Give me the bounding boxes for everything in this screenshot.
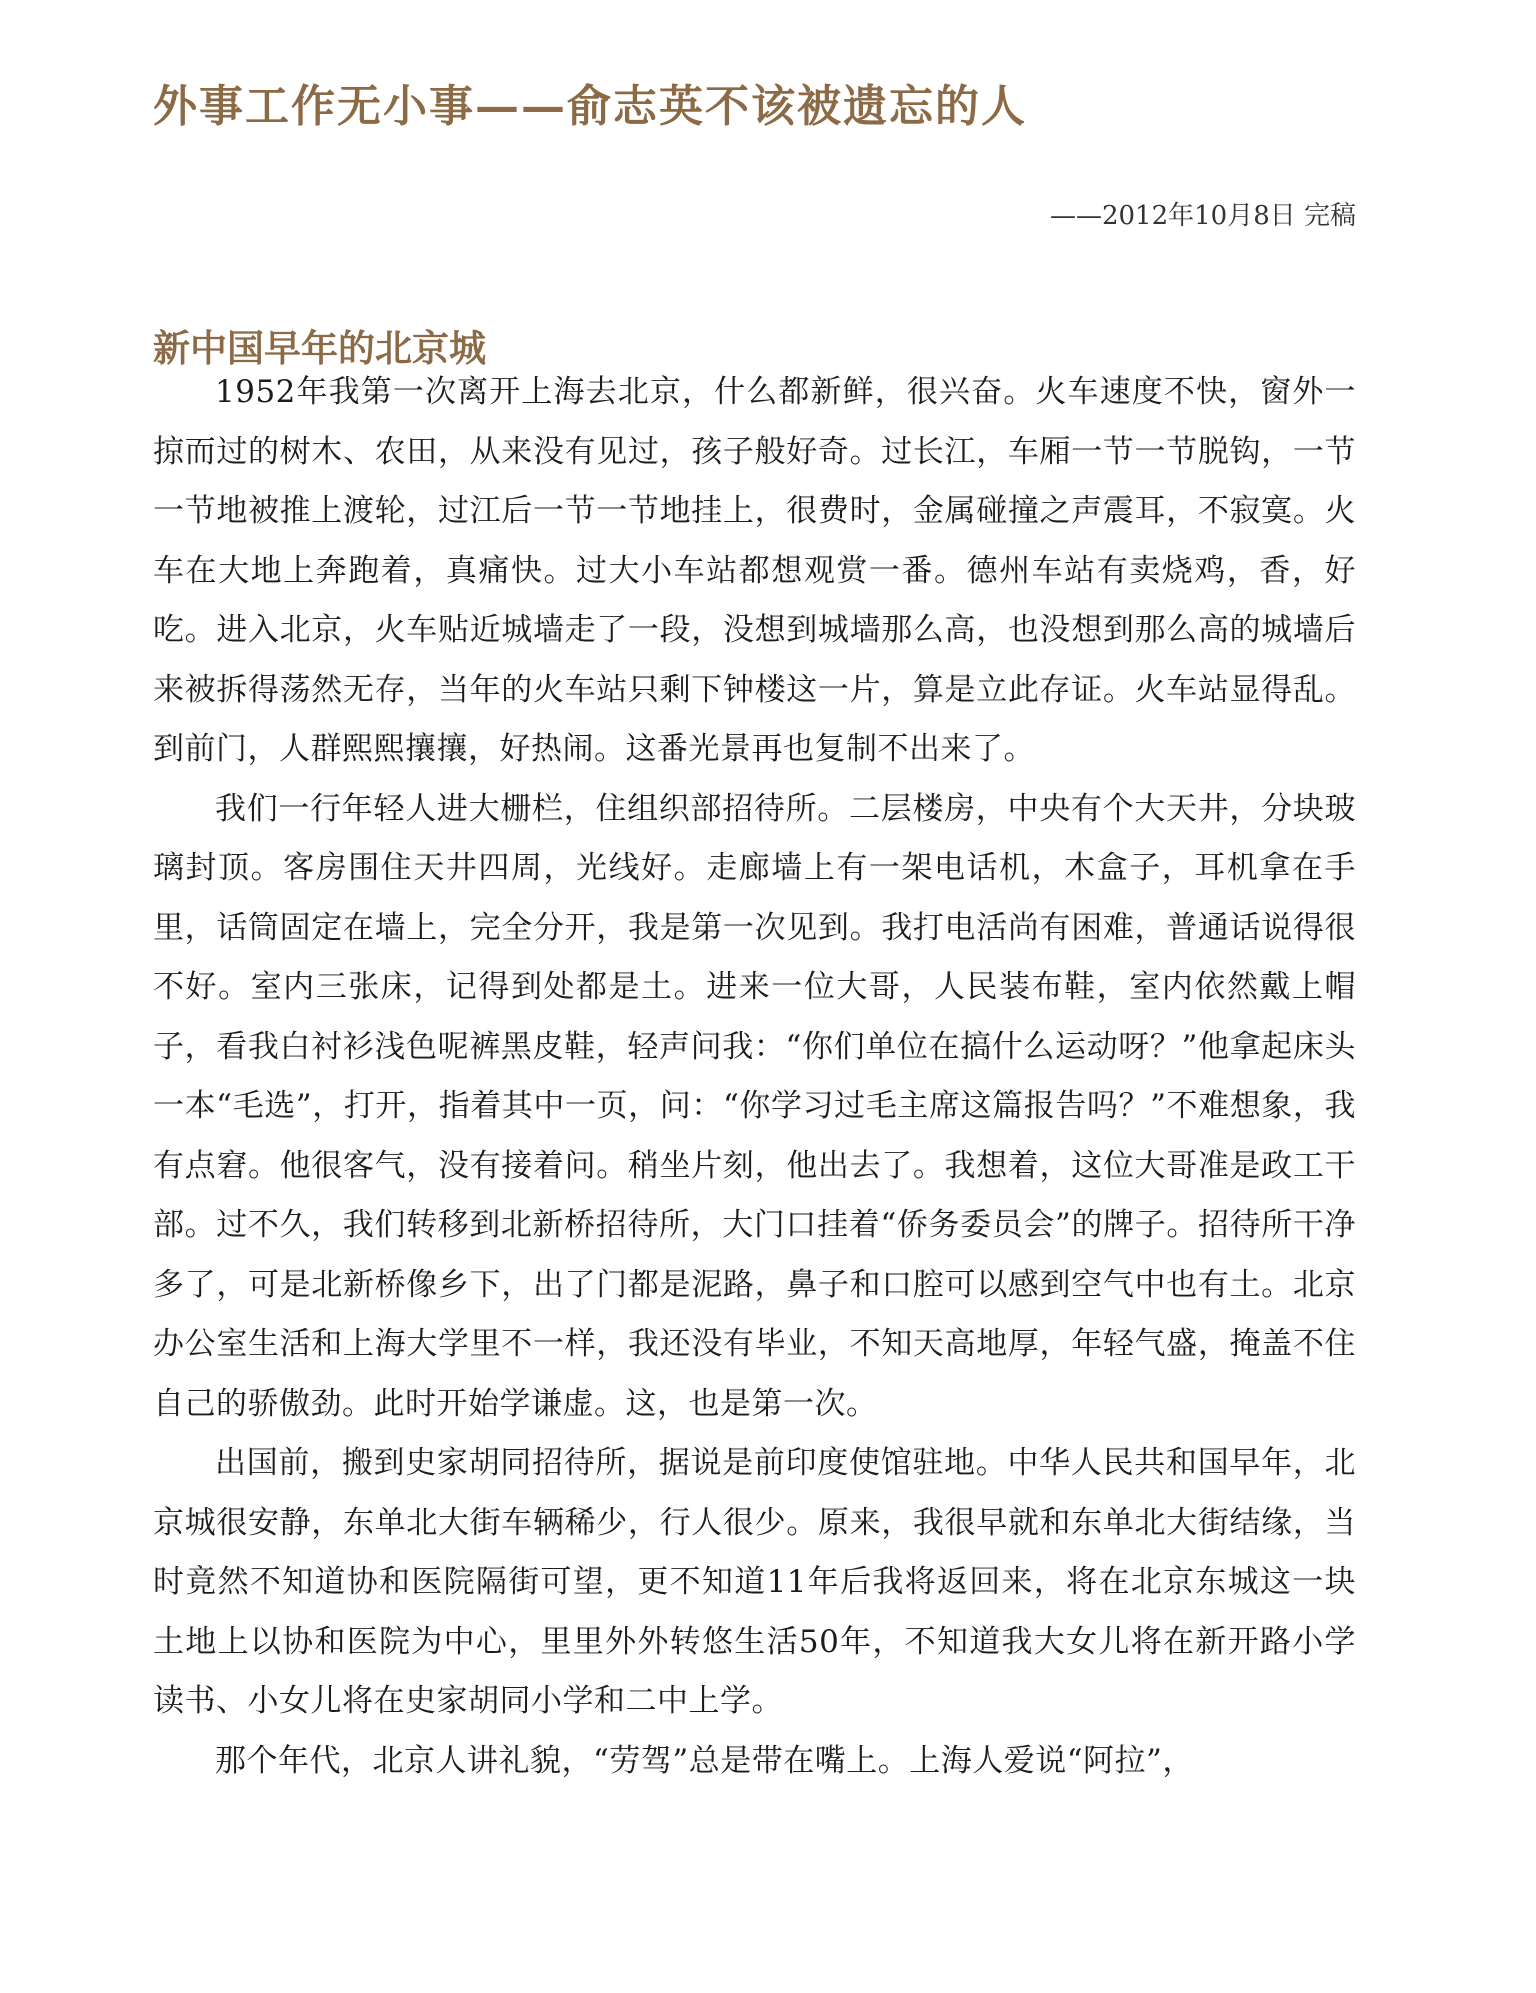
paragraph: 1952年我第一次离开上海去北京，什么都新鲜，很兴奋。火车速度不快，窗外一掠而过的树木、农田，从来没有见过，孩子般好奇。过长江，车厢一节一节脱钩，一节一节地被推上渡轮，过江后一节一节地挂上，很费时，金属碰撞之声震耳，不寂寞。火车在大地上奔跑着，真痛快。过大小车站都想观赏一番。德州车站有卖烧鸡，香，好吃。进入北京，火车贴近城墙走了一段，没想到城墙那么高，也没想到那么高的城墙后来被拆得荡然无存，当年的火车站只剩下钟楼这一片，算是立此存证。火车站显得乱。到前门，人群熙熙攘攘，好热闹。这番光景再也复制不出来了。 bbox=[153, 374, 1356, 767]
article-title: 外事工作无小事——俞志英不该被遗忘的人 bbox=[153, 81, 1027, 132]
section-heading: 新中国早年的北京城 bbox=[153, 326, 486, 370]
paragraph: 那个年代，北京人讲礼貌，“劳驾”总是带在嘴上。上海人爱说“阿拉”， bbox=[215, 1742, 1194, 1779]
completion-date: ——2012年10月8日 完稿 bbox=[1049, 201, 1356, 231]
article-body bbox=[153, 363, 1356, 1791]
paragraph: 我们一行年轻人进大栅栏，住组织部招待所。二层楼房，中央有个大天井，分块玻璃封顶。客房围住天井四周，光线好。走廊墙上有一架电话机，木盒子，耳机拿在手里，话筒固定在墙上，完全分开，我是第一次见到。我打电活尚有困难，普通话说得很不好。室内三张床，记得到处都是土。进来一位大哥，人民装布鞋，室内依然戴上帽子，看我白衬衫浅色呢裤黑皮鞋，轻声问我：“你们单位在搞什么运动呀？”他拿起床头一本“毛选”，打开，指着其中一页，问：“你学习过毛主席这篇报告吗？”不难想象，我有点窘。他很客气，没有接着问。稍坐片刻，他出去了。我想着，这位大哥准是政工干部。过不久，我们转移到北新桥招待所，大门口挂着“侨务委员会”的牌子。招待所干净多了，可是北新桥像乡下，出了门都是泥路，鼻子和口腔可以感到空气中也有土。北京办公室生活和上海大学里不一样，我还没有毕业，不知天高地厚，年轻气盛，掩盖不住自己的骄傲劲。此时开始学谦虚。这，也是第一次。 bbox=[153, 790, 1356, 1422]
paragraph: 出国前，搬到史家胡同招待所，据说是前印度使馆驻地。中华人民共和国早年，北京城很安静，东单北大街车辆稀少，行人很少。原来，我很早就和东单北大街结缘，当时竟然不知道协和医院隔街可望，更不知道11年后我将返回来，将在北京东城这一块土地上以协和医院为中心，里里外外转悠生活50年，不知道我大女儿将在新开路小学读书、小女儿将在史家胡同小学和二中上学。 bbox=[153, 1445, 1356, 1719]
